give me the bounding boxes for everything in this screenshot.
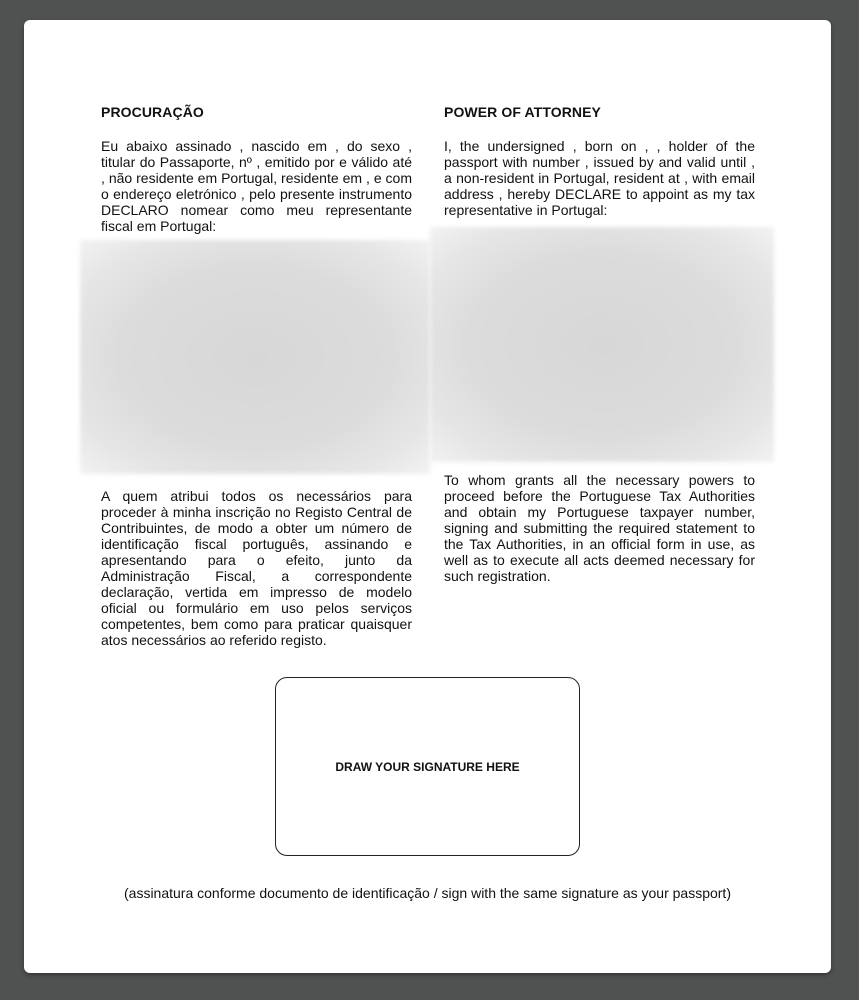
procuracao-title: PROCURAÇÃO	[101, 104, 204, 120]
procuracao-intro: Eu abaixo assinado , nascido em , do sexo , titular do Passaporte, nº , emitido por e válido até , não residente em Portugal, residente em , e com o endereço eletrónico , pelo presente instrumento DECLARO nomear como meu representante fiscal em Portugal:	[101, 138, 412, 234]
signature-note: (assinatura conforme documento de identificação / sign with the same signature as your passport)	[124, 885, 731, 901]
procuracao-powers: A quem atribui todos os necessários para proceder à minha inscrição no Registo Central de Contribuintes, de modo a obter um número de identificação fiscal português, assinando e apresentando para o efeito, junto da Administração Fiscal, a correspondente declaração, vertida em impresso de modelo oficial ou formulário em uso pelos serviços competentes, bem como para praticar quaisquer atos necessários ao referido registo.	[101, 488, 412, 648]
power-of-attorney-powers: To whom grants all the necessary powers to proceed before the Portuguese Tax Authorities and obtain my Portuguese taxpayer number, signing and submitting the required statement to the Tax Authorities, in an official form in use, as well as to execute all acts deemed necessary for such registration.	[444, 472, 755, 584]
redacted-representative-en	[430, 227, 774, 462]
signature-pad[interactable]	[275, 677, 580, 856]
power-of-attorney-title: POWER OF ATTORNEY	[444, 104, 601, 120]
redacted-representative-pt	[80, 240, 430, 474]
portuguese-column	[101, 104, 412, 234]
power-of-attorney-intro: I, the undersigned , born on , , holder of the passport with number , issued by and valid until , a non-resident in Portugal, resident at , with email address , hereby DECLARE to appoint as my tax representative in Portugal:	[444, 138, 755, 218]
signature-pad-label: DRAW YOUR SIGNATURE HERE	[335, 759, 520, 774]
english-column	[444, 104, 755, 218]
